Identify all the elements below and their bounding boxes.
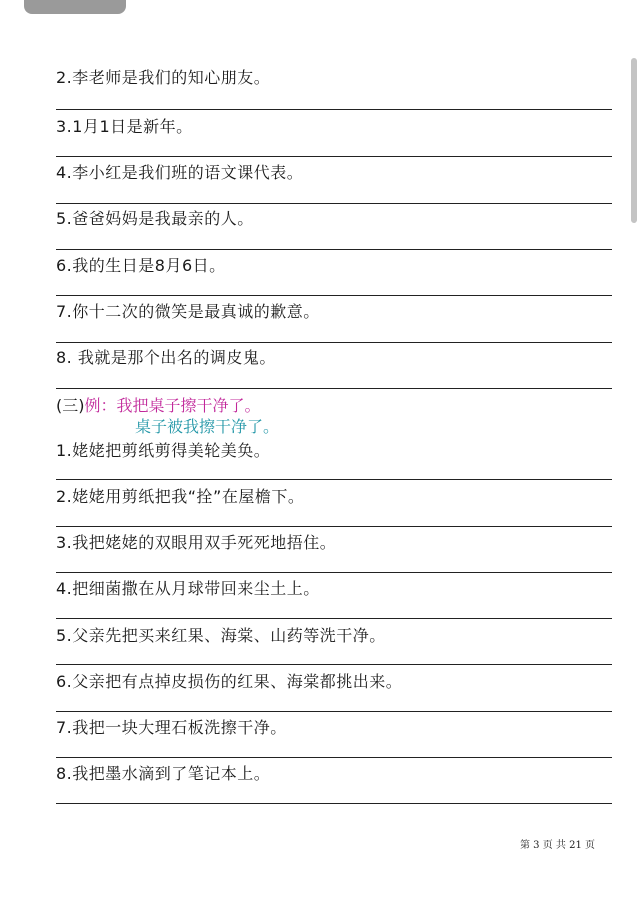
sentence-item: 5.父亲先把买来红果、海棠、山药等洗干净。 <box>56 626 386 645</box>
sentence-item: 7.你十二次的微笑是最真诚的歉意。 <box>56 302 320 321</box>
sentence-item: 4.李小红是我们班的语文课代表。 <box>56 163 304 182</box>
answer-line[interactable] <box>56 156 612 157</box>
sentence-item: 7.我把一块大理石板洗擦干净。 <box>56 718 287 737</box>
answer-line[interactable] <box>56 109 612 110</box>
example-line <box>56 396 261 416</box>
answer-line[interactable] <box>56 664 612 665</box>
answer-line[interactable] <box>56 757 612 758</box>
sentence-item: 6.父亲把有点掉皮损伤的红果、海棠都挑出来。 <box>56 672 403 691</box>
answer-line[interactable] <box>56 711 612 712</box>
sentence-item: 8.我把墨水滴到了笔记本上。 <box>56 764 271 783</box>
sentence-item: 6.我的生日是8月6日。 <box>56 256 226 275</box>
page-number: 第 3 页 共 21 页 <box>520 840 595 851</box>
example-sentence: 我把桌子擦干净了。 <box>116 396 261 415</box>
sentence-item: 3.我把姥姥的双眼用双手死死地捂住。 <box>56 533 337 552</box>
sentence-item: 8. 我就是那个出名的调皮鬼。 <box>56 348 276 367</box>
answer-line[interactable] <box>56 342 612 343</box>
answer-line[interactable] <box>56 249 612 250</box>
top-tab-bar <box>24 0 126 14</box>
sentence-item: 2.姥姥用剪纸把我“拴”在屋檐下。 <box>56 487 305 506</box>
answer-line[interactable] <box>56 388 612 389</box>
sentence-item: 4.把细菌撒在从月球带回来尘土上。 <box>56 579 320 598</box>
answer-line[interactable] <box>56 618 612 619</box>
answer-line[interactable] <box>56 803 612 804</box>
answer-line[interactable] <box>56 572 612 573</box>
sentence-item: 3.1月1日是新年。 <box>56 117 193 136</box>
answer-line[interactable] <box>56 479 612 480</box>
answer-line[interactable] <box>56 203 612 204</box>
answer-line[interactable] <box>56 526 612 527</box>
example-prefix: 例： <box>84 396 117 415</box>
answer-line[interactable] <box>56 295 612 296</box>
example-converted: 桌子被我擦干净了。 <box>135 417 280 436</box>
sentence-item: 1.姥姥把剪纸剪得美轮美奂。 <box>56 441 271 460</box>
section-label: (三) <box>56 396 85 415</box>
scrollbar[interactable] <box>631 58 637 223</box>
sentence-item: 5.爸爸妈妈是我最亲的人。 <box>56 209 254 228</box>
sentence-item: 2.李老师是我们的知心朋友。 <box>56 68 271 87</box>
